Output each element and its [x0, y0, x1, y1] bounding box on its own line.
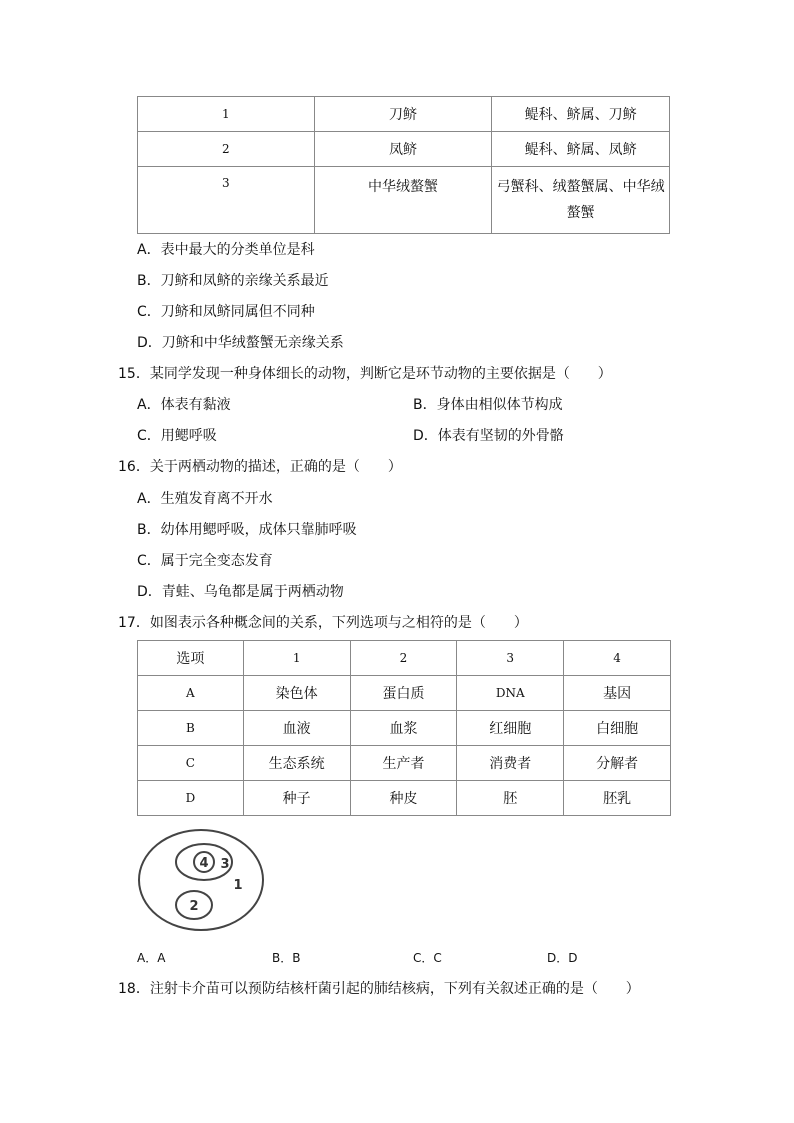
species-name: 凤鲚	[314, 132, 492, 167]
row-number: 2	[138, 132, 315, 167]
q17-stem: 17．如图表示各种概念间的关系，下列选项与之相符的是（ ）	[118, 615, 528, 631]
option-cell: D	[138, 781, 244, 816]
q15-option-b: B．身体由相似体节构成	[413, 397, 563, 413]
table-header-row	[138, 641, 671, 676]
column-header: 3	[457, 641, 564, 676]
column-header: 2	[350, 641, 457, 676]
column-header: 4	[564, 641, 671, 676]
species-name: 中华绒螯蟹	[314, 167, 492, 234]
q15-stem: 15．某同学发现一种身体细长的动物，判断它是环节动物的主要依据是（ ）	[118, 366, 612, 382]
q14-option-b: B．刀鲚和凤鲚的亲缘关系最近	[137, 273, 329, 289]
q15-option-a: A．体表有黏液	[137, 397, 231, 413]
table-row	[138, 97, 670, 132]
q16-option-c: C．属于完全变态发育	[137, 553, 273, 569]
table-cell: 血浆	[350, 711, 457, 746]
table-row	[138, 167, 670, 234]
option-cell: B	[138, 711, 244, 746]
q18-stem: 18．注射卡介苗可以预防结核杆菌引起的肺结核病，下列有关叙述正确的是（ ）	[118, 981, 640, 997]
row-number: 3	[138, 167, 315, 234]
table-cell: 胚乳	[564, 781, 671, 816]
table-cell: DNA	[457, 676, 564, 711]
table-cell: 白细胞	[564, 711, 671, 746]
classification-line: 螯蟹	[566, 205, 595, 221]
q16-option-a: A．生殖发育离不开水	[137, 491, 273, 507]
table-cell: 种子	[243, 781, 350, 816]
option-cell: A	[138, 676, 244, 711]
q16-option-d: D．青蛙、乌龟都是属于两栖动物	[137, 584, 344, 600]
column-header: 1	[243, 641, 350, 676]
species-classification	[492, 167, 670, 234]
q16-stem: 16．关于两栖动物的描述，正确的是（ ）	[118, 459, 402, 475]
column-header: 选项	[138, 641, 244, 676]
q15-option-d: D．体表有坚韧的外骨骼	[413, 428, 564, 444]
label-3: 3	[220, 857, 230, 872]
q14-option-c: C．刀鲚和凤鲚同属但不同种	[137, 304, 315, 320]
concept-circle-diagram	[137, 828, 267, 933]
table-cell: 分解者	[564, 746, 671, 781]
table-cell: 种皮	[350, 781, 457, 816]
q16-option-b: B．幼体用鳃呼吸，成体只靠肺呼吸	[137, 522, 357, 538]
table-cell: 染色体	[243, 676, 350, 711]
table-cell: 生产者	[350, 746, 457, 781]
table-row	[138, 132, 670, 167]
label-2: 2	[189, 899, 199, 914]
table-cell: 红细胞	[457, 711, 564, 746]
species-classification: 鳀科、鲚属、刀鲚	[492, 97, 670, 132]
table-cell: 生态系统	[243, 746, 350, 781]
table-cell: 胚	[457, 781, 564, 816]
q15-option-c: C．用鳃呼吸	[137, 428, 217, 444]
label-4: 4	[199, 856, 209, 871]
q17-option-a: A．A	[137, 951, 166, 965]
label-1: 1	[233, 878, 243, 893]
classification-table	[137, 96, 670, 234]
table-row	[138, 711, 671, 746]
q17-option-d: D．D	[547, 951, 578, 965]
species-name: 刀鲚	[314, 97, 492, 132]
table-row	[138, 746, 671, 781]
table-row	[138, 781, 671, 816]
table-cell: 基因	[564, 676, 671, 711]
table-cell: 消费者	[457, 746, 564, 781]
classification-line: 弓蟹科、绒螯蟹属、中华绒	[496, 179, 665, 195]
q14-option-a: A．表中最大的分类单位是科	[137, 242, 315, 258]
table-cell: 血液	[243, 711, 350, 746]
concept-table	[137, 640, 671, 816]
table-cell: 蛋白质	[350, 676, 457, 711]
q14-option-d: D．刀鲚和中华绒螯蟹无亲缘关系	[137, 335, 344, 351]
q17-option-c: C．C	[413, 951, 442, 965]
row-number: 1	[138, 97, 315, 132]
q17-option-b: B．B	[272, 951, 301, 965]
table-row	[138, 676, 671, 711]
species-classification: 鳀科、鲚属、凤鲚	[492, 132, 670, 167]
option-cell: C	[138, 746, 244, 781]
